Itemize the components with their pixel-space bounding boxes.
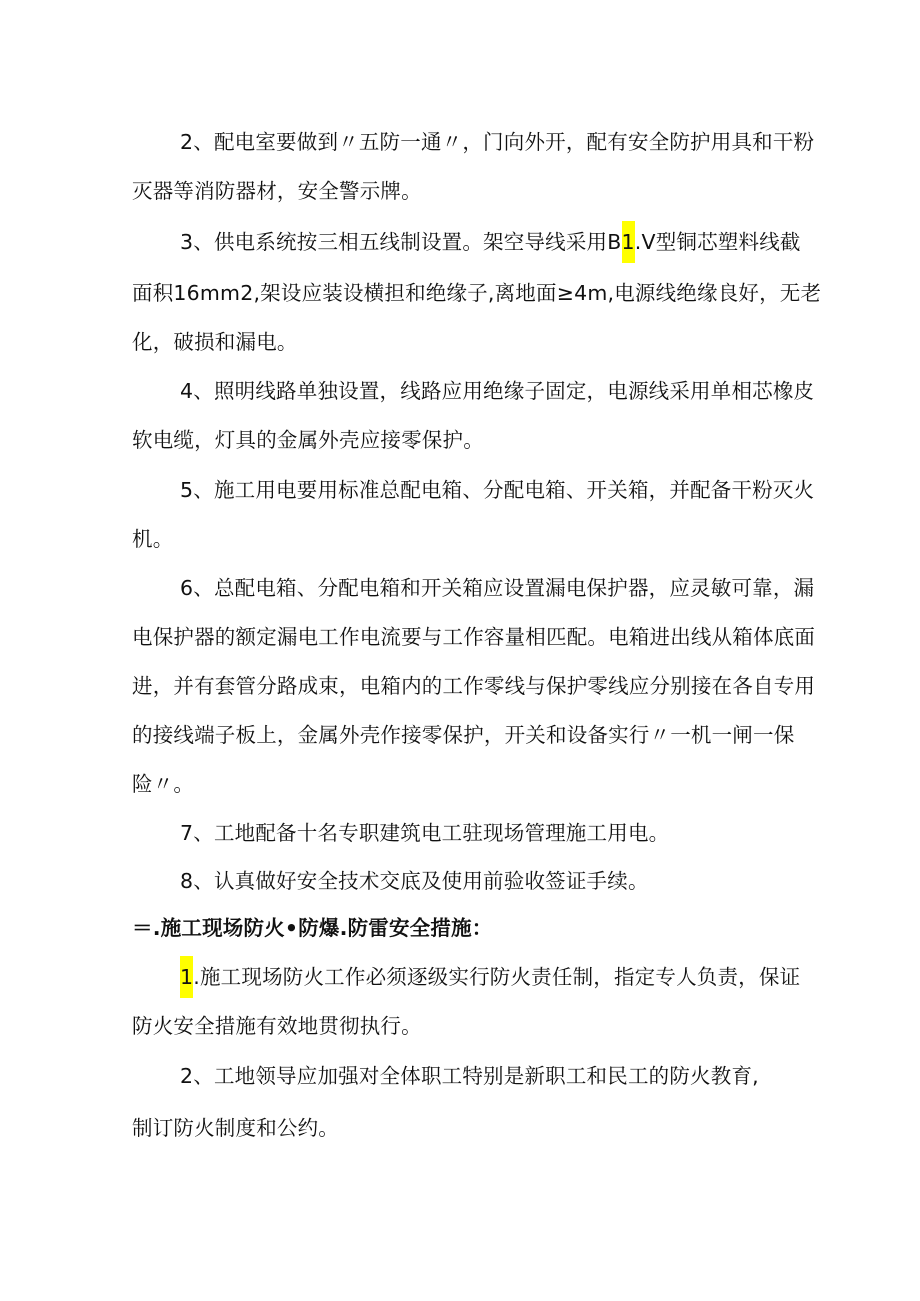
- section-paragraph-2-line-1: 2、工地领导应加强对全体职工特别是新职工和民工的防火教育,: [180, 1064, 759, 1088]
- section-paragraph-2-line-2: 制订防火制度和公约。: [132, 1116, 339, 1140]
- paragraph-4-line-1: 4、照明线路单独设置，线路应用绝缘子固定，电源线采用单相芯橡皮: [180, 379, 815, 403]
- paragraph-3-line-2: 面积16mm2,架设应装设横担和绝缘子,离地面≥4m,电源线绝缘良好，无老: [132, 281, 822, 305]
- paragraph-8: 8、认真做好安全技术交底及使用前验收签证手续。: [180, 869, 649, 893]
- paragraph-6-line-4: 的接线端子板上，金属外壳作接零保护，开关和设备实行〃一机一闸一保: [132, 723, 795, 747]
- paragraph-3-line-3: 化，破损和漏电。: [132, 330, 298, 354]
- section-paragraph-1-line-1: 1.施工现场防火工作必须逐级实行防火责任制，指定专人负责，保证: [180, 962, 800, 992]
- highlight-mark: 1: [180, 956, 193, 998]
- paragraph-4-line-2: 软电缆，灯具的金属外壳应接零保护。: [132, 428, 484, 452]
- section-heading: ＝.施工现场防火•防爆.防雷安全措施：: [132, 916, 493, 940]
- highlight-mark: 1: [622, 221, 635, 263]
- paragraph-3-line-1: 3、供电系统按三相五线制设置。架空导线采用B1.V型铜芯塑料线截: [180, 227, 801, 257]
- paragraph-7: 7、工地配备十名专职建筑电工驻现场管理施工用电。: [180, 821, 670, 845]
- paragraph-5-line-1: 5、施工用电要用标准总配电箱、分配电箱、开关箱，并配备干粉灭火: [180, 478, 815, 502]
- paragraph-6-line-3: 进，并有套管分路成束，电箱内的工作零线与保护零线应分别接在各自专用: [132, 674, 816, 698]
- paragraph-6-line-5: 险〃。: [132, 772, 195, 796]
- paragraph-6-line-2: 电保护器的额定漏电工作电流要与工作容量相匹配。电箱进出线从箱体底面: [132, 625, 816, 649]
- paragraph-5-line-2: 机。: [132, 527, 174, 551]
- paragraph-2-line-2: 灭器等消防器材，安全警示牌。: [132, 179, 422, 203]
- paragraph-2-line-1: 2、配电室要做到〃五防一通〃，门向外开，配有安全防护用具和干粉: [180, 130, 815, 154]
- paragraph-6-line-1: 6、总配电箱、分配电箱和开关箱应设置漏电保护器，应灵敏可靠，漏: [180, 576, 815, 600]
- section-paragraph-1-line-2: 防火安全措施有效地贯彻执行。: [132, 1014, 422, 1038]
